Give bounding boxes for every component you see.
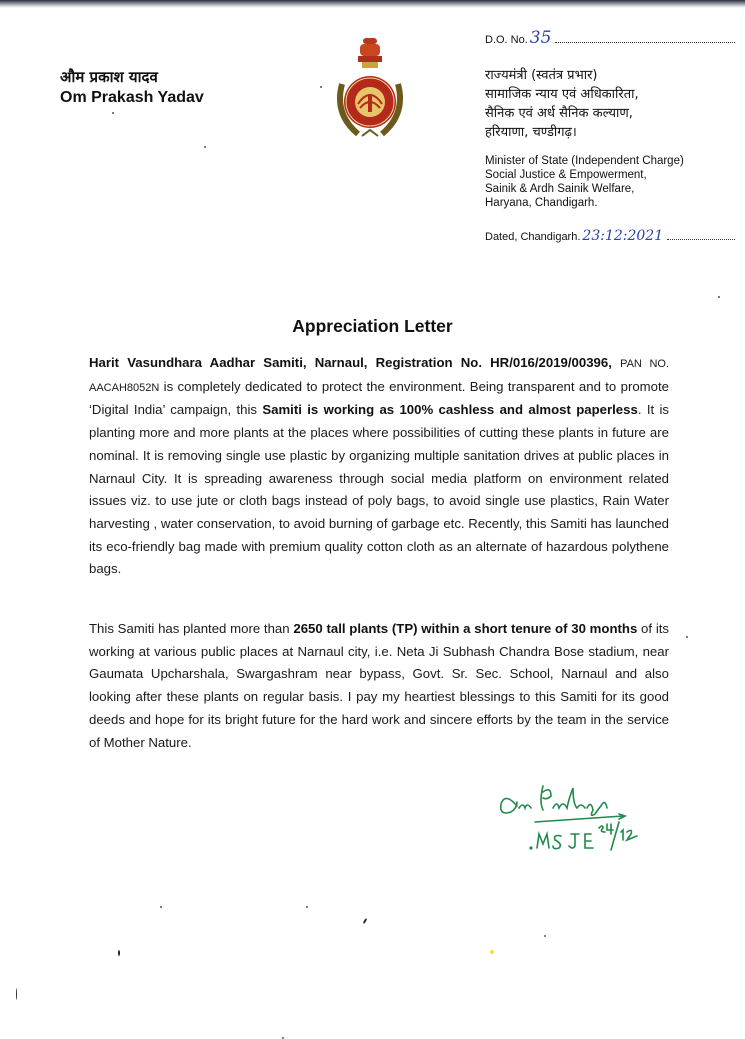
do-number: 35 [529,28,552,48]
scan-speck [160,906,162,908]
minister-name-block [60,66,204,108]
paragraph-text: . It is planting more and more plants at the places where possibilities of cutting these plants in future are nominal. It is removing single use plastic by organizing multiple sanitation drives at public places in Narnaul City. It is spreading awareness through social media platform on environment related issues viz. to use jute or cloth bags instead of poly bags, to avoid single use plastics, Rain Water harvesting , water conservation, to avoid burning of garbage etc. Recently, this Samiti has launched its eco-friendly bag made with premium quality cotton cloth as an alternate of hazardous polythene bags. [89,402,670,577]
office-details-block [485,28,735,244]
scan-speck [490,950,494,954]
letter-paragraph-1 [89,352,669,581]
designation-hindi-line: राज्यमंत्री (स्वतंत्र प्रभार) [485,68,598,83]
scan-speck [306,906,308,908]
do-label: D.O. No. [485,34,528,46]
minister-name-english: Om Prakash Yadav [60,89,204,106]
paragraph-text: of its working at various public places at Narnaul city, i.e. Neta Ji Subhash Chandra Bose stadium, near Gaumata Upcharshala, Swargashram near bypass, Govt. Sr. Sec. School, Narnaul and also looking after these plants on regular basis. I pay my heartiest blessings to this Samiti for its good deeds and hope for its bright future for the hard work and sincere efforts by the team in the service of Mother Nature. [89,621,670,750]
designation-hindi [485,66,735,142]
paragraph-text: This Samiti has planted more than [89,621,294,636]
dated-label: Dated, Chandigarh. [485,231,581,243]
haryana-emblem-icon [328,34,412,144]
designation-hindi-line: सामाजिक न्याय एवं अधिकारिता, [485,87,639,102]
minister-name-hindi: औम प्रकाश यादव [60,68,158,86]
dated-value: 23:12:2021 [582,228,664,244]
designation-english-line: Sainik & Ardh Sainik Welfare, [485,183,635,195]
designation-english-line: Social Justice & Empowerment, [485,169,647,181]
scan-speck [718,296,720,298]
scan-speck [544,935,546,937]
paragraph-highlight: 2650 tall plants (TP) within a short tenure of 30 months [293,621,638,636]
do-dotted-line [555,41,735,43]
designation-english [485,154,735,210]
pan-number: PAN NO. AACAH8052N [89,358,670,394]
designation-english-line: Haryana, Chandigarh. [485,197,598,209]
scan-mark [16,988,17,1000]
letter-paragraph-2 [89,618,669,754]
scan-speck [112,112,114,114]
org-registration: Harit Vasundhara Aadhar Samiti, Narnaul, Registration No. HR/016/2019/00396, [89,355,612,370]
dated-dotted-line [667,238,735,240]
do-number-line [485,28,735,48]
paragraph-highlight: Samiti is working as 100% cashless and almost paperless [262,402,638,418]
scan-speck [320,86,322,88]
designation-hindi-line: सैनिक एवं अर्ध सैनिक कल्याण, [485,106,633,121]
scan-mark [363,918,368,924]
letter-title: Appreciation Letter [292,316,453,336]
designation-hindi-line: हरियाणा, चण्डीगढ़। [485,125,577,140]
scan-speck [204,146,206,148]
paragraph-text: is completely dedicated to protect the environment. Being transparent and to promote ‘Digital India’ campaign, this [89,378,669,418]
handwritten-signature [495,778,695,858]
scan-mark [118,950,120,956]
scan-top-border [0,0,745,8]
scan-speck [686,636,688,638]
dated-line [485,228,735,244]
designation-english-line: Minister of State (Independent Charge) [485,155,684,167]
